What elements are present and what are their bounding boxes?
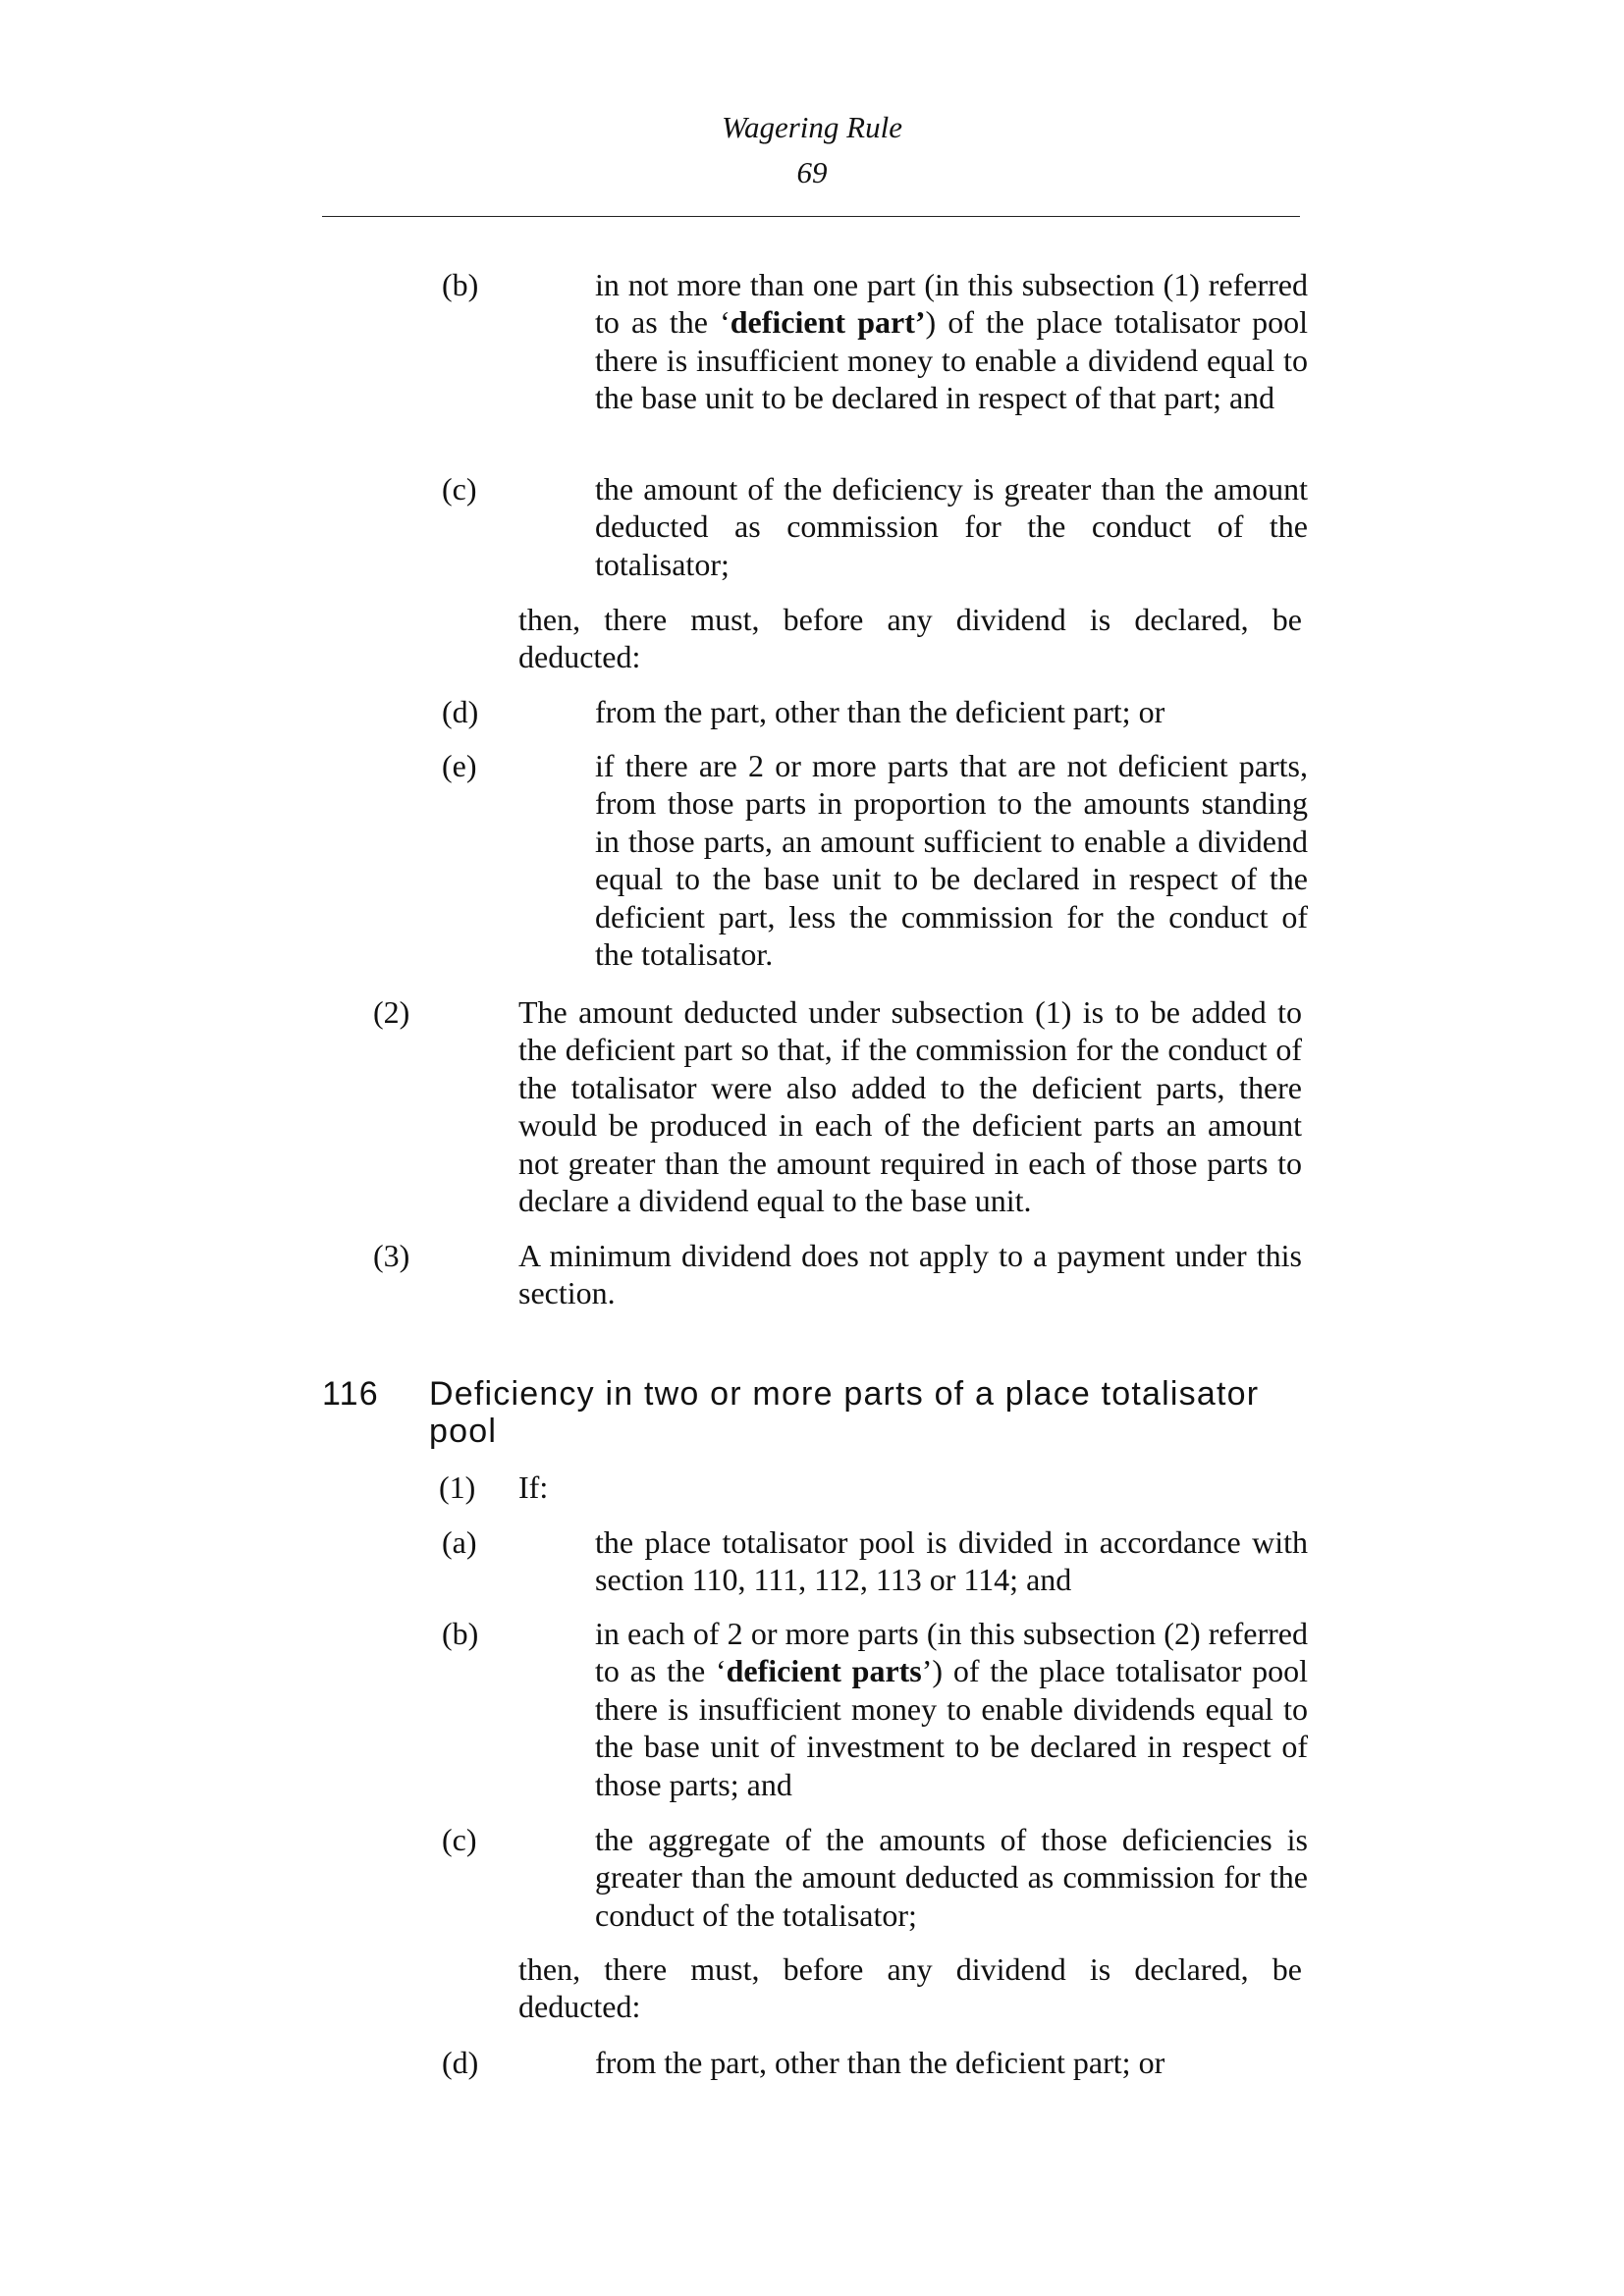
subsection-label: (1) xyxy=(439,1469,476,1505)
paragraph-text xyxy=(595,266,1308,417)
subsection-label: (2) xyxy=(373,994,410,1030)
paragraph-text: the aggregate of the amounts of those deficiencies is greater than the amount deducted as commission for the conduct of the totalisator; xyxy=(595,1822,1308,1933)
paragraph-text: from the part, other than the deficient part; or xyxy=(595,2045,1165,2080)
paragraph-label: (b) xyxy=(442,267,479,302)
paragraph-text: the place totalisator pool is divided in accordance with section 110, 111, 112, 113 or 114; and xyxy=(595,1524,1308,1598)
paragraph-label: (c) xyxy=(442,471,477,507)
paragraph-text: the amount of the deficiency is greater than the amount deducted as commission for the conduct of the totalisator; xyxy=(595,471,1308,582)
page-number: 69 xyxy=(796,155,828,189)
header-rule xyxy=(322,216,1300,217)
text-run: in each of 2 or more parts (in this subsection (2) referred to as the ‘ xyxy=(595,1616,1308,1689)
subsection-text: A minimum dividend does not apply to a payment under this section. xyxy=(518,1238,1302,1311)
defined-term: deficient parts xyxy=(726,1653,922,1689)
paragraph-label: (e) xyxy=(442,748,477,783)
paragraph-text xyxy=(595,1615,1308,1803)
text-run: in not more than one part (in this subsection (1) referred to as the ‘ xyxy=(595,267,1308,341)
section-heading: Deficiency in two or more parts of a place totalisator pool xyxy=(429,1375,1260,1450)
subsection-text: If: xyxy=(518,1469,549,1505)
paragraph-label: (d) xyxy=(442,2045,479,2080)
defined-term: deficient part’ xyxy=(730,304,926,341)
text-run: ’) of the place totalisator pool there is insufficient money to enable dividends equal to the base unit of investment to be declared in respect of those parts; and xyxy=(595,1653,1309,1802)
section-number: 116 xyxy=(322,1375,379,1413)
paragraph-text: then, there must, before any dividend is declared, be deducted: xyxy=(518,1951,1302,2025)
text-run: ) of the place totalisator pool there is insufficient money to enable a dividend equal to the base unit to be declared in respect of that part; and xyxy=(595,304,1309,416)
paragraph-text: then, there must, before any dividend is declared, be deducted: xyxy=(518,602,1302,675)
paragraph-label: (a) xyxy=(442,1524,477,1560)
paragraph-label: (b) xyxy=(442,1616,479,1651)
paragraph-text: from the part, other than the deficient part; or xyxy=(595,694,1165,729)
subsection-text: The amount deducted under subsection (1) is to be added to the deficient part so that, if the commission for the conduct of the totalisator were also added to the deficient parts, there would be produced in each of the deficient parts an amount not greater than the amount required in each of those parts to declare a dividend equal to the base unit. xyxy=(518,994,1302,1219)
running-header-title: Wagering Rule xyxy=(722,110,902,144)
paragraph-text: if there are 2 or more parts that are not deficient parts, from those parts in proportion to the amounts standing in those parts, an amount sufficient to enable a dividend equal to the base unit to be declared in respect of the deficient part, less the commission for the conduct of the totalisator. xyxy=(595,748,1308,973)
subsection-label: (3) xyxy=(373,1238,410,1273)
paragraph-label: (c) xyxy=(442,1822,477,1857)
paragraph-label: (d) xyxy=(442,694,479,729)
